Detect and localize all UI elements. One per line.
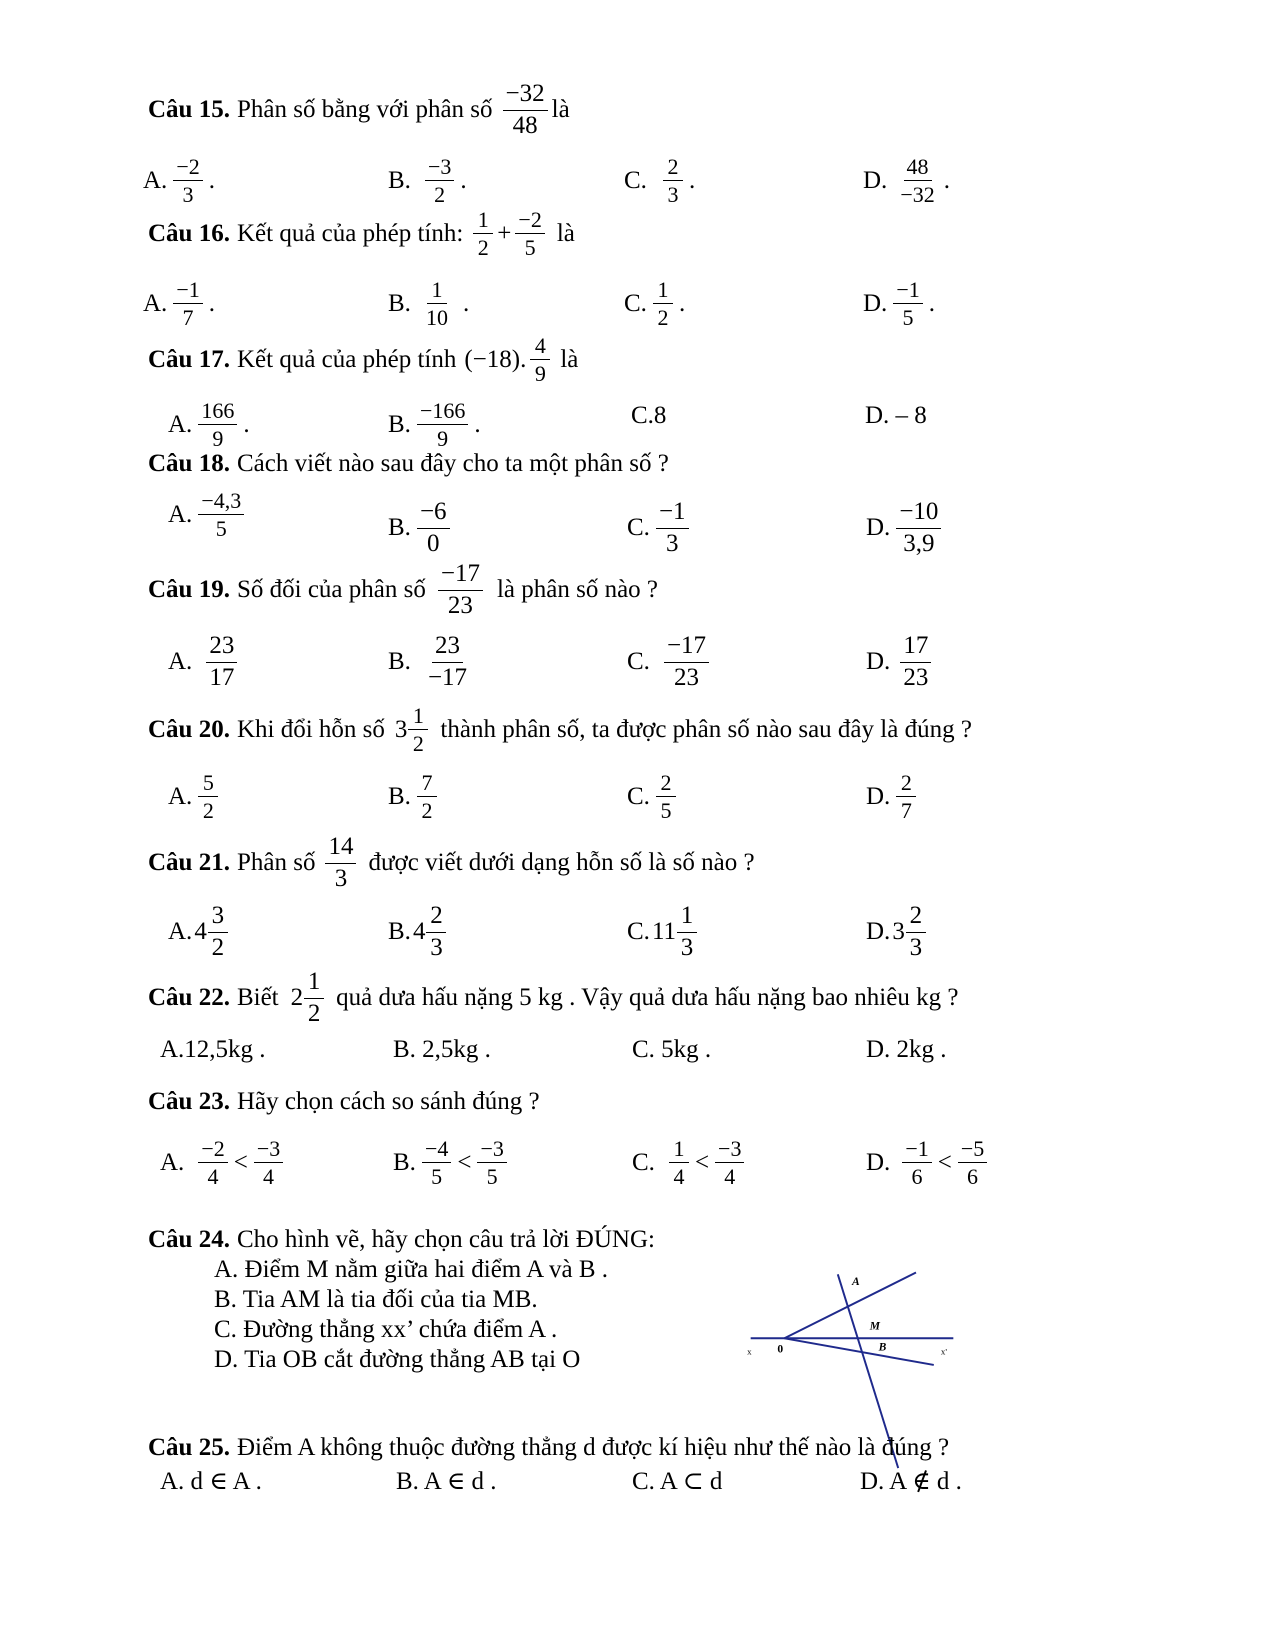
option-c[interactable]: C. A ⊂ d [632, 1468, 723, 1495]
question-15-title [148, 80, 570, 141]
option-c[interactable]: C. $\frac{1}{4}$ < $\frac{-3}{4}$ [632, 1136, 748, 1190]
question-text-end: là phân số nào ? [496, 576, 659, 604]
label-m: M [869, 1320, 881, 1333]
question-label: Câu 23. [148, 1088, 230, 1115]
option-a[interactable]: A. 4 $\frac{3}{2}$ [168, 902, 232, 963]
question-text: Hãy chọn cách so sánh đúng ? [236, 1088, 540, 1115]
question-19 [148, 560, 658, 621]
label-b: B [878, 1341, 887, 1354]
question-text: Kết quả của phép tính: [236, 219, 464, 247]
option-c[interactable]: C.8 [631, 402, 667, 429]
option-b[interactable]: B. $\frac{-166}{9}$ . [388, 398, 481, 452]
question-label: Câu 17. [148, 345, 230, 373]
question-25 [148, 1434, 949, 1462]
option-b[interactable]: B. $\frac{23}{-17}$ [388, 632, 468, 691]
question-text: Cho hình vẽ, hãy chọn câu trả lời ĐÚNG: [236, 1226, 655, 1253]
question-22 [148, 968, 958, 1029]
option-b[interactable]: B. Tia AM là tia đối của tia MB. [214, 1286, 538, 1313]
question-15 [148, 80, 570, 141]
option-a[interactable]: A. d ∈ A . [160, 1468, 262, 1495]
question-text: Điểm A không thuộc đường thẳng d được kí hiệu như thế nào là đúng ? [236, 1434, 950, 1461]
question-text: Số đối của phân số [236, 576, 426, 604]
fraction: $\frac{1}{2}$ [408, 703, 428, 757]
fraction: $\frac{-2}{5}$ [515, 207, 544, 261]
option-b[interactable]: B. $\frac{1}{10}$ . [388, 277, 470, 331]
option-c[interactable]: C. Đường thẳng xx’ chứa điểm A . [214, 1316, 558, 1343]
question-text: Cách viết nào sau đây cho ta một phân số ? [236, 450, 669, 477]
fraction: $\frac{4}{9}$ [530, 333, 550, 387]
question-text: Phân số bằng với phân số [236, 96, 493, 124]
question-label: Câu 19. [148, 576, 230, 604]
option-b[interactable]: B. A ∈ d . [396, 1468, 497, 1495]
question-20 [148, 703, 972, 757]
label-a: A [852, 1275, 860, 1288]
option-c[interactable]: C. $\frac{-17}{23}$ [627, 632, 713, 693]
option-d[interactable]: D. – 8 [865, 402, 927, 429]
option-b[interactable]: B. 2,5kg . [393, 1036, 491, 1063]
label-x-prime: x' [940, 1346, 947, 1357]
option-d[interactable]: D. $\frac{17}{23}$ [866, 632, 935, 693]
option-d[interactable]: D. A ∉ d . [860, 1468, 962, 1495]
question-label: Câu 24. [148, 1226, 230, 1253]
option-c[interactable]: C. $\frac{2}{5}$ [627, 770, 680, 824]
option-b[interactable]: B. $\frac{-6}{0}$ [388, 498, 454, 559]
option-c[interactable]: C. $\frac{2}{3}$ . [624, 154, 696, 208]
question-label: Câu 18. [148, 450, 230, 477]
question-label: Câu 15. [148, 96, 230, 124]
question-18 [148, 450, 669, 478]
question-text-end: được viết dưới dạng hỗn số là số nào ? [368, 849, 755, 877]
fraction: $\frac{14}{3}$ [325, 833, 356, 894]
mixed-whole: 2 [290, 984, 304, 1012]
mixed-whole: 3 [394, 715, 408, 743]
question-text: Biết [236, 984, 279, 1012]
question-text-end: là [556, 219, 575, 247]
label-o: 0 [777, 1343, 784, 1356]
option-a[interactable]: A. Điểm M nằm giữa hai điểm A và B . [214, 1256, 609, 1283]
question-text-end: quả dưa hấu nặng 5 kg . Vậy quả dưa hấu nặng bao nhiêu kg ? [336, 984, 959, 1012]
option-d[interactable]: D. $\frac{-1}{5}$ . [863, 277, 935, 331]
option-b[interactable]: B. $\frac{-3}{2}$ . [388, 154, 467, 208]
option-a[interactable]: A.12,5kg . [160, 1036, 266, 1063]
option-a[interactable]: A. $\frac{-2}{3}$ . [143, 154, 215, 208]
option-a[interactable]: A. $\frac{166}{9}$ . [168, 398, 250, 452]
fraction: $\frac{-32}{48}$ [503, 80, 548, 141]
question-24 [148, 1226, 655, 1254]
question-label: Câu 16. [148, 219, 230, 247]
fraction: $\frac{1}{2}$ [304, 968, 324, 1029]
question-label: Câu 21. [148, 849, 230, 877]
question-23 [148, 1088, 540, 1116]
option-b[interactable]: B. 4 $\frac{2}{3}$ [388, 902, 450, 963]
question-label: Câu 25. [148, 1434, 230, 1461]
option-c[interactable]: C. $\frac{-1}{3}$ [627, 498, 693, 559]
fraction: $\frac{-17}{23}$ [438, 560, 483, 621]
plus-sign: + [497, 219, 512, 247]
ray-oa [784, 1273, 916, 1339]
fraction: $\frac{1}{2}$ [473, 207, 493, 261]
option-c[interactable]: C. 5kg . [632, 1036, 712, 1063]
question-label: Câu 20. [148, 715, 230, 743]
question-text-end: là [551, 96, 570, 124]
option-d[interactable]: D. Tia OB cắt đường thẳng AB tại O [214, 1346, 581, 1373]
option-a[interactable]: A. $\frac{-2}{4}$ < $\frac{-3}{4}$ [160, 1136, 287, 1190]
option-d[interactable]: D. 2kg . [866, 1036, 947, 1063]
option-d[interactable]: D. $\frac{-10}{3,9}$ [866, 498, 945, 559]
question-text: Kết quả của phép tính [236, 345, 457, 373]
option-c[interactable]: C. $\frac{1}{2}$ . [624, 277, 686, 331]
question-text-end: thành phân số, ta được phân số nào sau đây là đúng ? [440, 715, 972, 743]
question-16 [148, 207, 575, 261]
option-c[interactable]: C. 11 $\frac{1}{3}$ [627, 902, 701, 963]
question-text: Phân số [236, 849, 316, 877]
option-d[interactable]: D. 3 $\frac{2}{3}$ [866, 902, 930, 963]
option-a[interactable]: A. $\frac{23}{17}$ [168, 632, 241, 693]
option-b[interactable]: B. $\frac{-4}{5}$ < $\frac{-3}{5}$ [393, 1136, 511, 1190]
option-a[interactable]: A. $\frac{5}{2}$ [168, 770, 222, 824]
question-21 [148, 833, 755, 894]
question-17 [148, 333, 578, 387]
option-a[interactable]: A. $\frac{-1}{7}$ . [143, 277, 215, 331]
question-text: Khi đổi hỗn số [236, 715, 385, 743]
option-d[interactable]: D. $\frac{2}{7}$ [866, 770, 920, 824]
question-text-end: là [560, 345, 579, 373]
option-a[interactable]: A. $\frac{-4,3}{5}$ [168, 488, 248, 542]
option-d[interactable]: D. $\frac{48}{-32}$ . [863, 154, 950, 208]
question-label: Câu 22. [148, 984, 230, 1012]
expression: (−18). [464, 345, 527, 373]
option-d[interactable]: D. $\frac{-1}{6}$ < $\frac{-5}{6}$ [866, 1136, 991, 1190]
label-x: x [747, 1346, 752, 1357]
option-b[interactable]: B. $\frac{7}{2}$ [388, 770, 441, 824]
